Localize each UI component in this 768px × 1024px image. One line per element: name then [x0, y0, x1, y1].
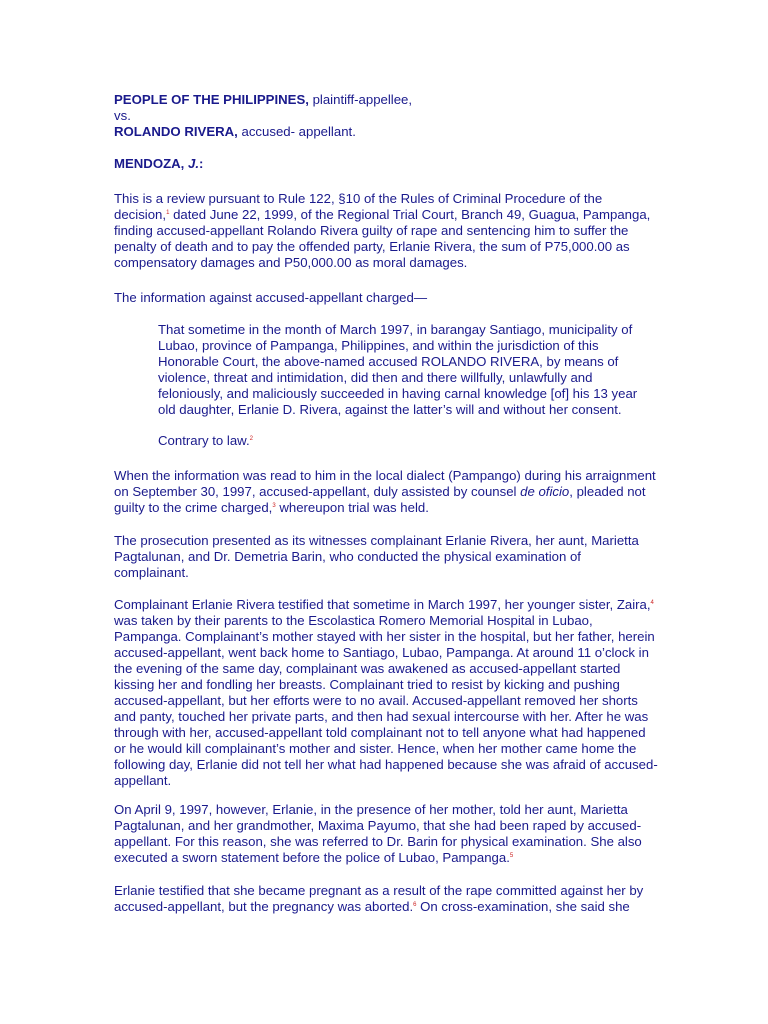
plaintiff-role: plaintiff-appellee,	[308, 92, 413, 107]
accused-name: ROLANDO RIVERA,	[114, 124, 238, 139]
paragraph-1-text-b: dated June 22, 1999, of the Regional Trial Court, Branch 49, Guagua, Pampanga, finding accused-appellant Rolando Rivera guilty of rape and sentencing him to suffer the penalty of death and to pay the offended party, Erlanie Rivera, the sum of P75,000.00 as compensatory damages and P50,000.00 as moral damages.	[114, 207, 651, 270]
paragraph-3	[114, 468, 659, 516]
footnote-ref-6[interactable]: 6	[413, 902, 417, 908]
ponente-name: MENDOZA,	[114, 156, 188, 171]
paragraph-1-text-a: This is a review pursuant to Rule 122, §10 of the Rules of Criminal Procedure of the decision,	[114, 191, 603, 222]
paragraph-7-text-b: On cross-examination, she said she	[416, 899, 630, 914]
quoted-closing-text: Contrary to law.	[158, 433, 250, 448]
plaintiff-name: PEOPLE OF THE PHILIPPINES,	[114, 92, 309, 107]
paragraph-6-text: On April 9, 1997, however, Erlanie, in the presence of her mother, told her aunt, Marietta Pagtalunan, and her grandmother, Maxima Payumo, that she had been raped by accused-appellant. For this reason, she was referred to Dr. Barin for physical examination. She also executed a sworn statement before the police of Lubao, Pampanga.	[114, 802, 642, 865]
case-caption	[114, 92, 659, 140]
paragraph-5-text-a: Complainant Erlanie Rivera testified that sometime in March 1997, her younger sister, Zaira,	[114, 597, 651, 612]
paragraph-1	[114, 191, 659, 271]
paragraph-2: The information against accused-appellant charged—	[114, 290, 428, 305]
accused-role: accused- appellant.	[237, 124, 356, 139]
footnote-ref-3[interactable]: 3	[272, 503, 276, 509]
paragraph-7	[114, 883, 659, 915]
paragraph-5	[114, 597, 659, 789]
paragraph-5-text-b: was taken by their parents to the Escolastica Romero Memorial Hospital in Lubao, Pampanga. Complainant’s mother stayed with her sister in the hospital, but her father, herein accused-appellant, went back home to Santiago, Lubao, Pampanga. At around 11 o’clock in the evening of the same day, complainant was awakened as accused-appellant started kissing her and fondling her breasts. Complainant tried to resist by kicking and pushing accused-appellant, but her efforts were to no avail. Accused-appellant removed her shorts and panty, touched her private parts, and then had sexual intercourse with her. After he was through with her, accused-appellant told complainant not to tell anyone what had happened or he would kill complainant’s mother and sister. Hence, when her mother came home the following day, Erlanie did not tell her what had happened because she was afraid of accused-appellant.	[114, 613, 658, 788]
paragraph-3-text-b: , pleaded not guilty to the crime charged,	[114, 484, 646, 515]
paragraph-3-text-a: When the information was read to him in the local dialect (Pampango) during his arraignment on September 30, 1997, accused-appellant, duly assisted by counsel	[114, 468, 656, 499]
quoted-closing	[158, 433, 658, 449]
paragraph-7-text-a: Erlanie testified that she became pregnant as a result of the rape committed against her by accused-appellant, but the pregnancy was aborted.	[114, 883, 644, 914]
paragraph-3-text-c: whereupon trial was held.	[275, 500, 429, 515]
ponente-title: J.	[188, 156, 199, 171]
footnote-ref-1[interactable]: 1	[166, 210, 170, 216]
ponente-heading	[114, 156, 659, 172]
footnote-ref-5[interactable]: 5	[509, 853, 514, 859]
ponente-colon: :	[199, 156, 204, 171]
paragraph-4: The prosecution presented as its witnesses complainant Erlanie Rivera, her aunt, Marietta Pagtalunan, and Dr. Demetria Barin, who conducted the physical examination of complainant.	[114, 533, 639, 580]
footnote-ref-4[interactable]: 4	[650, 600, 654, 606]
paragraph-3-italic: de oficio	[520, 484, 570, 499]
quoted-information: That sometime in the month of March 1997, in barangay Santiago, municipality of Lubao, province of Pampanga, Philippines, and within the jurisdiction of this Honorable Court, the above-named accused ROLANDO RIVERA, by means of violence, threat and intimidation, did then and there willfully, unlawfully and feloniously, and maliciously succeeded in having carnal knowledge [of] his 13 year old daughter, Erlanie D. Rivera, against the latter’s will and without her consent.	[158, 322, 638, 417]
paragraph-6	[114, 802, 659, 866]
versus-label: vs.	[114, 108, 131, 123]
footnote-ref-2[interactable]: 2	[249, 436, 253, 442]
